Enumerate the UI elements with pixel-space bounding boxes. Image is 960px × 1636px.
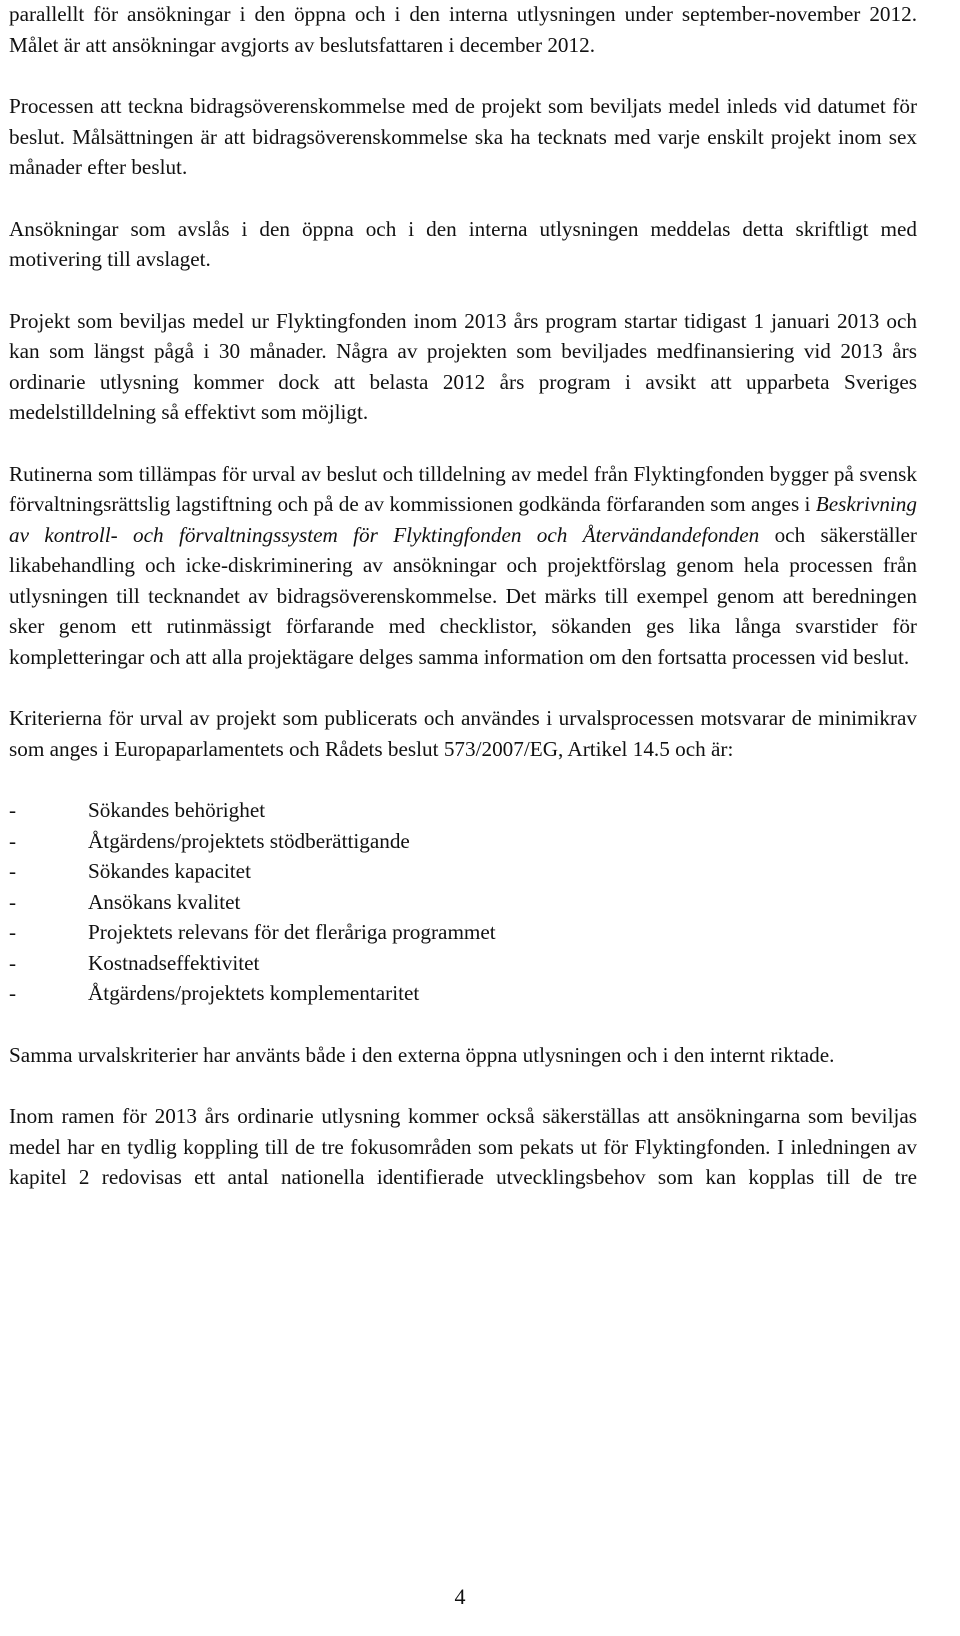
list-item	[9, 978, 917, 1009]
paragraph-selection-routines	[9, 459, 917, 673]
list-item	[9, 856, 917, 887]
list-item-text: Åtgärdens/projektets stödberättigande	[88, 828, 410, 853]
list-item-text: Kostnadseffektivitet	[88, 950, 260, 975]
list-item	[9, 887, 917, 918]
page-number: 4	[454, 1584, 466, 1609]
list-bullet: -	[9, 889, 17, 914]
selection-criteria-list	[9, 795, 917, 1009]
list-item-text: Sökandes kapacitet	[88, 859, 251, 883]
list-bullet: -	[9, 981, 17, 1005]
list-item	[9, 795, 917, 826]
list-bullet: -	[9, 920, 17, 944]
paragraph-grant-agreement: Processen att teckna bidragsöverenskommelse med de projekt som beviljats medel inleds vid datumet för beslut. Målsättningen är att bidragsöverenskommelse ska ha tecknats med varje enskilt projekt inom sex månader efter beslut.	[9, 94, 917, 179]
paragraph-criteria-intro: Kriterierna för urval av projekt som publicerats och användes i urvalsprocessen motsvarar de minimikrav som anges i Europaparlamentets och Rådets beslut 573/2007/EG, Artikel 14.5 och är:	[9, 706, 917, 761]
list-bullet: -	[9, 859, 17, 883]
list-item-text: Åtgärdens/projektets komplementaritet	[88, 981, 420, 1005]
list-bullet: -	[9, 950, 17, 975]
control-system-reference: Beskrivning av kontroll- och förvaltningssystem för Flyktingfonden och Återvändandefonden	[9, 492, 917, 547]
routines-text-start: Rutinerna som tillämpas för urval av beslut och tilldelning av medel från Flyktingfonden bygger på svensk förvaltningsrättslig lagstiftning och på de av kommissionen godkända förfaranden som anges i	[9, 461, 917, 516]
list-bullet: -	[9, 828, 17, 853]
list-item	[9, 826, 917, 857]
paragraph-application-timeline: parallellt för ansökningar i den öppna och i den interna utlysningen under september-november 2012. Målet är att ansökningar avgjorts av beslutsfattaren i december 2012.	[9, 2, 917, 57]
list-item-text: Ansökans kvalitet	[88, 889, 241, 914]
list-item-text: Projektets relevans för det fleråriga programmet	[88, 920, 496, 944]
list-item	[9, 948, 917, 979]
list-item-text: Sökandes behörighet	[88, 798, 266, 822]
list-item	[9, 917, 917, 948]
paragraph-focus-areas: Inom ramen för 2013 års ordinarie utlysning kommer också säkerställas att ansökningarna som beviljas medel har en tydlig koppling till de tre fokusområden som pekats ut för Flyktingfonden. I inledningen av kapitel 2 redovisas ett antal nationella identifierade utvecklingsbehov som kan kopplas till de tre	[9, 1104, 917, 1189]
document-page	[9, 0, 917, 1224]
paragraph-same-criteria: Samma urvalskriterier har använts både i den externa öppna utlysningen och i den internt riktade.	[9, 1042, 835, 1067]
routines-text-end: och säkerställer likabehandling och icke-diskriminering av ansökningar och projektförslag genom hela processen från utlysningen till tecknandet av bidragsöverenskommelse. Det märks till exempel genom att beredningen sker genom ett rutinmässigt förfarande med checklistor, sökanden ges lika långa svarstider för kompletteringar och att alla projektägare delges samma information om den fortsatta processen vid beslut.	[9, 522, 917, 669]
paragraph-rejections: Ansökningar som avslås i den öppna och i den interna utlysningen meddelas detta skriftligt med motivering till avslaget.	[9, 216, 917, 271]
paragraph-project-duration: Projekt som beviljas medel ur Flyktingfonden inom 2013 års program startar tidigast 1 januari 2013 och kan som längst pågå i 30 månader. Några av projekten som beviljades medfinansiering vid 2013 års ordinarie utlysning kommer dock att belasta 2012 års program i avsikt att upparbeta Sveriges medelstilldelning så effektivt som möjligt.	[9, 308, 917, 424]
list-bullet: -	[9, 798, 17, 822]
